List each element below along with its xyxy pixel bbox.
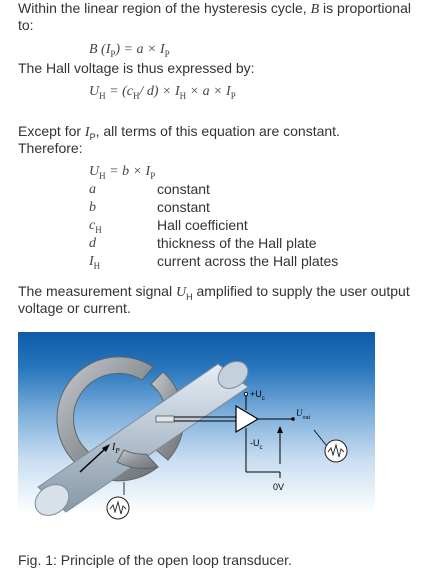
definition-symbol: d: [89, 236, 96, 251]
definition-description: constant: [157, 181, 210, 197]
uout-label: $U_{out}$: [296, 408, 311, 421]
measurement-line-1: The measurement signal $U_H$ amplified to supply the user output: [18, 283, 410, 302]
intro-line-1: Within the linear region of the hysteresis cycle, B is proportional: [18, 0, 411, 17]
equation-hall-voltage: $U_H = (c_H/$ $d) \times I_H \times a \times I_P$: [89, 84, 236, 101]
equation-b-of-ip: B $(I_P) = a \times I_P$: [89, 42, 170, 59]
intro-line-2: to:: [18, 17, 34, 33]
supply-terminal: [244, 392, 247, 395]
definition-description: current across the Hall plates: [157, 253, 339, 269]
definition-symbol: $c_H$: [89, 218, 102, 235]
output-terminal: [291, 417, 295, 421]
output-arrow: [277, 426, 283, 433]
plus-uc-label: $+U_c$: [250, 389, 265, 402]
equation-uh-simplified: $U_H = b \times I_P$: [89, 164, 156, 181]
minus-uc-label: $-U_c$: [250, 438, 263, 451]
voltage-waveform-icon: [314, 430, 347, 462]
definition-symbol: $I_H$: [89, 254, 101, 271]
therefore-line: Therefore:: [18, 140, 83, 156]
definition-description: thickness of the Hall plate: [157, 235, 317, 251]
zero-volt-label: 0V: [273, 482, 285, 492]
definition-description: Hall coefficient: [157, 217, 248, 233]
figure-caption: Fig. 1: Principle of the open loop transducer.: [18, 552, 292, 568]
amplifier-icon: [236, 406, 258, 432]
definition-description: constant: [157, 199, 210, 215]
current-waveform-icon: [107, 482, 129, 519]
definition-symbol: b: [89, 200, 96, 215]
except-line: Except for $I_P$, all terms of this equation are constant.: [18, 123, 340, 142]
hall-element: [156, 416, 174, 422]
measurement-line-2: voltage or current.: [18, 300, 131, 316]
transducer-figure: [18, 332, 375, 539]
transducer-diagram: [18, 332, 375, 539]
ip-label: $I_P$: [112, 442, 120, 455]
definition-symbol: a: [89, 182, 96, 197]
hall-voltage-intro: The Hall voltage is thus expressed by:: [18, 60, 255, 76]
